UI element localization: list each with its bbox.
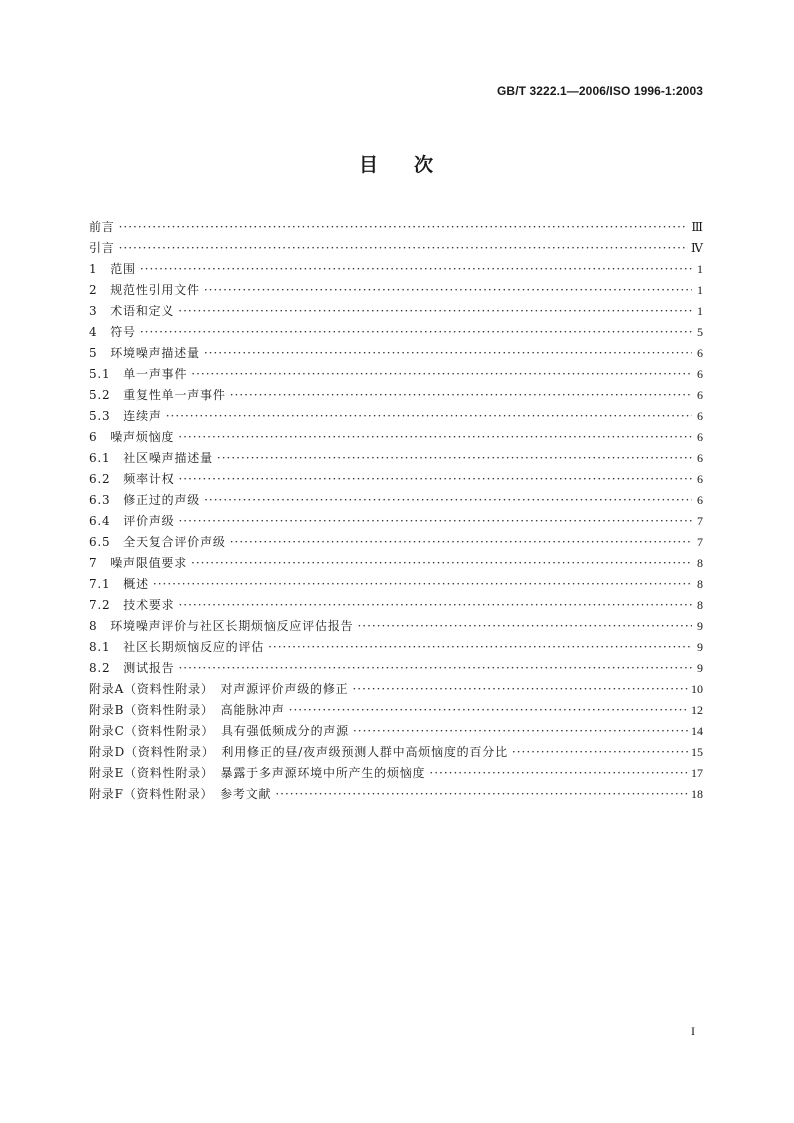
toc-entry[interactable]	[89, 784, 703, 805]
toc-entry-label: 附录E（资料性附录） 暴露于多声源环境中所产生的烦恼度	[89, 766, 426, 780]
toc-entry-page: 9	[697, 661, 703, 675]
toc-leader-dots	[153, 574, 692, 595]
toc-entry-label: 2 规范性引用文件	[89, 283, 200, 297]
toc-leader-dots	[204, 280, 692, 301]
toc-entry-page: 8	[697, 598, 703, 612]
toc-entry-label: 6.3 修正过的声级	[89, 493, 201, 507]
toc-leader-dots	[230, 532, 692, 553]
toc-entry[interactable]	[89, 469, 703, 490]
toc-entry-page: 6	[697, 451, 703, 465]
toc-entry[interactable]	[89, 364, 703, 385]
toc-entry-label: 6 噪声烦恼度	[89, 430, 175, 444]
toc-entry[interactable]	[89, 532, 703, 553]
toc-entry-page: Ⅳ	[691, 241, 703, 255]
toc-entry-label: 3 术语和定义	[89, 304, 175, 318]
toc-leader-dots	[204, 490, 692, 511]
toc-entry-label: 4 符号	[89, 325, 136, 339]
toc-entry-page: 1	[697, 262, 703, 276]
toc-leader-dots	[191, 553, 692, 574]
toc-entry-page: 8	[697, 556, 703, 570]
toc-leader-dots	[191, 364, 692, 385]
toc-leader-dots	[140, 259, 692, 280]
toc-entry-page: Ⅲ	[691, 220, 703, 234]
toc-entry[interactable]	[89, 721, 703, 742]
toc-entry[interactable]	[89, 343, 703, 364]
toc-entry-page: 9	[697, 619, 703, 633]
toc-entry-page: 6	[697, 493, 703, 507]
toc-entry-label: 6.5 全天复合评价声级	[89, 535, 226, 549]
toc-entry[interactable]	[89, 427, 703, 448]
toc-leader-dots	[119, 217, 689, 238]
toc-leader-dots	[178, 595, 692, 616]
toc-entry-label: 5.1 单一声事件	[89, 367, 188, 381]
toc-entry-label: 6.1 社区噪声描述量	[89, 451, 213, 465]
toc-entry[interactable]	[89, 763, 703, 784]
toc-entry-label: 8.1 社区长期烦恼反应的评估	[89, 640, 265, 654]
toc-leader-dots	[178, 427, 692, 448]
toc-leader-dots	[140, 322, 692, 343]
toc-leader-dots	[178, 301, 692, 322]
toc-entry[interactable]	[89, 742, 703, 763]
toc-entry-label: 8 环境噪声评价与社区长期烦恼反应评估报告	[89, 619, 354, 633]
toc-leader-dots	[178, 658, 692, 679]
toc-entry-label: 前言	[89, 220, 115, 234]
toc-entry-page: 7	[697, 514, 703, 528]
toc-leader-dots	[275, 784, 688, 805]
toc-entry[interactable]	[89, 574, 703, 595]
toc-entry-page: 15	[691, 745, 703, 759]
toc-entry[interactable]	[89, 616, 703, 637]
toc-leader-dots	[512, 742, 688, 763]
toc-entry-label: 附录C（资料性附录） 具有强低频成分的声源	[89, 724, 349, 738]
toc-entry-label: 附录F（资料性附录） 参考文献	[89, 787, 272, 801]
toc-entry[interactable]	[89, 658, 703, 679]
toc-entry[interactable]	[89, 259, 703, 280]
toc-leader-dots	[289, 700, 688, 721]
toc-entry-label: 7.2 技术要求	[89, 598, 175, 612]
toc-entry[interactable]	[89, 385, 703, 406]
toc-entry-label: 附录A（资料性附录） 对声源评价声级的修正	[89, 682, 349, 696]
toc-leader-dots	[230, 385, 692, 406]
toc-entry[interactable]	[89, 595, 703, 616]
toc-leader-dots	[352, 679, 688, 700]
toc-entry-page: 9	[697, 640, 703, 654]
toc-entry-page: 6	[697, 409, 703, 423]
page-title-char-1: 目	[358, 154, 380, 176]
toc-entry-page: 12	[691, 703, 703, 717]
toc-entry-label: 5 环境噪声描述量	[89, 346, 200, 360]
toc-entry-page: 10	[691, 682, 703, 696]
page-number: I	[691, 1024, 695, 1038]
toc-entry-page: 5	[697, 325, 703, 339]
toc-leader-dots	[178, 511, 692, 532]
toc-entry-label: 1 范围	[89, 262, 136, 276]
toc-entry-label: 7 噪声限值要求	[89, 556, 188, 570]
toc-entry-label: 8.2 测试报告	[89, 661, 175, 675]
toc-entry-page: 6	[697, 430, 703, 444]
toc-entry-page: 8	[697, 577, 703, 591]
toc-entry-page: 18	[691, 787, 703, 801]
toc-entry[interactable]	[89, 322, 703, 343]
toc-leader-dots	[268, 637, 692, 658]
toc-leader-dots	[353, 721, 688, 742]
toc-entry[interactable]	[89, 448, 703, 469]
toc-leader-dots	[357, 616, 692, 637]
toc-entry-page: 1	[697, 283, 703, 297]
toc-entry[interactable]	[89, 679, 703, 700]
standard-number: GB/T 3222.1—2006/ISO 1996-1:2003	[497, 84, 703, 98]
toc-leader-dots	[217, 448, 692, 469]
toc-leader-dots	[119, 238, 688, 259]
page-title	[0, 150, 794, 177]
toc-leader-dots	[204, 343, 692, 364]
page-title-char-2: 次	[414, 154, 436, 176]
toc-entry[interactable]	[89, 217, 703, 238]
toc-entry-label: 6.4 评价声级	[89, 514, 175, 528]
toc-entry-page: 1	[697, 304, 703, 318]
toc-entry-page: 6	[697, 367, 703, 381]
toc-entry-label: 7.1 概述	[89, 577, 149, 591]
toc-leader-dots	[429, 763, 688, 784]
toc-entry-label: 引言	[89, 241, 115, 255]
toc-entry[interactable]	[89, 406, 703, 427]
toc-entry-label: 5.2 重复性单一声事件	[89, 388, 226, 402]
toc-entry-page: 6	[697, 472, 703, 486]
toc-entry[interactable]	[89, 637, 703, 658]
toc-entry[interactable]	[89, 280, 703, 301]
toc-entry[interactable]	[89, 700, 703, 721]
toc-entry[interactable]	[89, 238, 703, 259]
toc-entry-page: 6	[697, 388, 703, 402]
table-of-contents	[89, 217, 703, 805]
toc-entry[interactable]	[89, 490, 703, 511]
toc-entry-page: 17	[691, 766, 703, 780]
toc-entry-label: 附录D（资料性附录） 利用修正的昼/夜声级预测人群中高烦恼度的百分比	[89, 745, 508, 759]
toc-leader-dots	[178, 469, 692, 490]
toc-leader-dots	[166, 406, 692, 427]
toc-entry-page: 7	[697, 535, 703, 549]
toc-entry[interactable]	[89, 511, 703, 532]
toc-entry-page: 14	[691, 724, 703, 738]
toc-entry-label: 5.3 连续声	[89, 409, 162, 423]
toc-entry-label: 6.2 频率计权	[89, 472, 175, 486]
toc-entry-page: 6	[697, 346, 703, 360]
toc-entry[interactable]	[89, 301, 703, 322]
toc-entry[interactable]	[89, 553, 703, 574]
toc-entry-label: 附录B（资料性附录） 高能脉冲声	[89, 703, 285, 717]
